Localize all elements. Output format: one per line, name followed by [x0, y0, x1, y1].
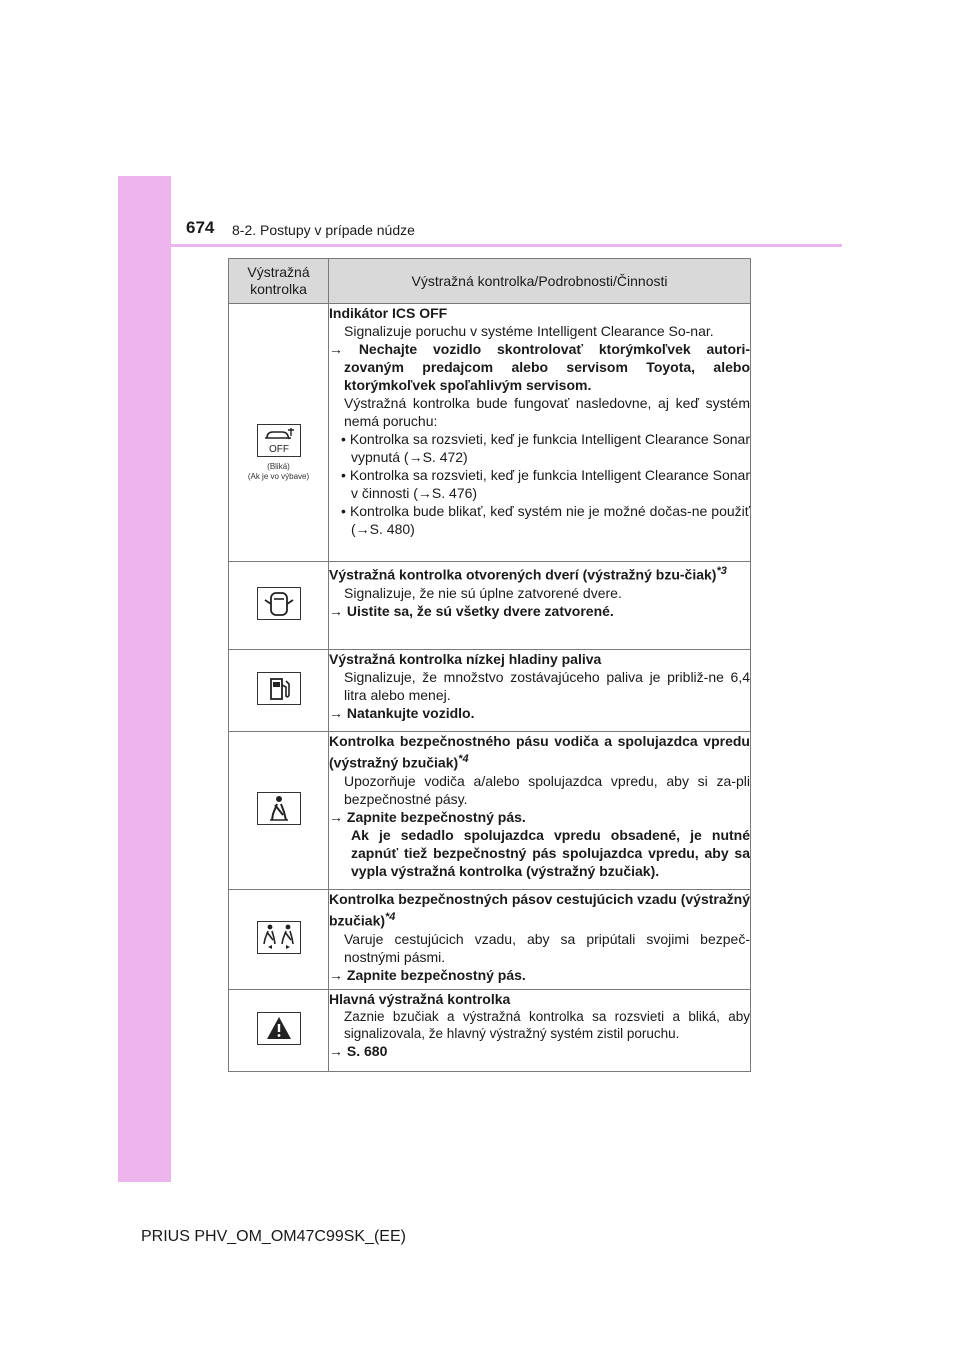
table-row	[229, 990, 751, 1072]
document-id: PRIUS PHV_OM_OM47C99SK_(EE)	[141, 1228, 406, 1245]
row-title: Kontrolka bezpečnostného pásu vodiča a spolujazdca vpredu (výstražný bzučiak)$^{*4}$	[329, 733, 750, 771]
icon-cell	[229, 732, 329, 890]
icon-cell	[229, 304, 329, 562]
details-cell	[329, 732, 751, 890]
fuel-pump-icon	[257, 672, 301, 705]
rear-seatbelt-icon	[257, 921, 301, 954]
list-item: • Kontrolka sa rozsvieti, keď je funkcia Intelligent Clearance Sonar v činnosti (→S. 476)	[341, 467, 750, 501]
arrow-icon: →	[329, 341, 343, 357]
table-row	[229, 562, 751, 650]
header-rule	[171, 244, 842, 247]
table-row	[229, 890, 751, 990]
section-title: 8-2. Postupy v prípade núdze	[232, 222, 415, 238]
row-title: Výstražná kontrolka otvorených dverí (výstražný bzu-čiak)$^{*3}$	[329, 565, 727, 583]
column-header-light: Výstražná kontrolka	[229, 259, 329, 304]
master-warning-icon	[257, 1012, 301, 1045]
row-title: Indikátor ICS OFF	[329, 305, 448, 321]
icon-caption: (Ak je vo výbave)	[247, 471, 310, 481]
row-note: Výstražná kontrolka bude fungovať nasledovne, aj keď systém nemá poruchu:	[344, 395, 750, 429]
row-title: Kontrolka bezpečnostných pásov cestujúcich vzadu (výstražný bzučiak)$^{*4}$	[329, 891, 750, 929]
table-row	[229, 304, 751, 562]
row-action: → Natankujte vozidlo.	[329, 705, 475, 721]
row-description: Zaznie bzučiak a výstražná kontrolka sa rozsvieti a bliká, aby signalizovala, že hlavný výstražný systém zistil poruchu.	[344, 1009, 750, 1041]
list-item: • Kontrolka sa rozsvieti, keď je funkcia Intelligent Clearance Sonar vypnutá (→S. 472)	[341, 431, 750, 465]
list-item: • Kontrolka bude blikať, keď systém nie je možné dočas-ne použiť (→S. 480)	[341, 503, 751, 537]
row-description: Varuje cestujúcich vzadu, aby sa pripútali svojimi bezpeč-nostnými pásmi.	[344, 930, 750, 965]
row-action: → Uistite sa, že sú všetky dvere zatvorené.	[329, 602, 614, 619]
icon-cell	[229, 890, 329, 990]
row-title: Hlavná výstražná kontrolka	[329, 991, 511, 1007]
icon-caption: (Bliká)	[267, 461, 290, 471]
details-cell	[329, 562, 751, 650]
chapter-side-tab	[118, 176, 171, 1182]
page-number: 674	[186, 218, 215, 237]
table-header-row	[229, 259, 751, 304]
svg-text:OFF: OFF	[268, 443, 289, 455]
row-action: → Nechajte vozidlo skontrolovať ktorýmkoľvek autori-zovaným predajcom alebo servisom Toyota, alebo ktorýmkoľvek spoľahlivým servisom.	[329, 341, 750, 393]
row-description: Signalizuje, že množstvo zostávajúceho paliva je približ-ne 6,4 litra alebo menej.	[344, 669, 750, 703]
arrow-icon: →	[329, 1043, 343, 1059]
arrow-icon: →	[329, 808, 343, 825]
icon-cell	[229, 650, 329, 732]
open-door-icon	[257, 587, 301, 620]
icon-cell	[229, 562, 329, 650]
icon-cell	[229, 990, 329, 1072]
warning-light-table	[228, 258, 751, 1072]
column-header-details: Výstražná kontrolka/Podrobnosti/Činnosti	[329, 259, 751, 304]
row-description: Signalizuje, že nie sú úplne zatvorené dvere.	[344, 584, 622, 601]
row-action: → Zapnite bezpečnostný pás.	[329, 966, 526, 983]
row-description: Signalizuje poruchu v systéme Intelligent Clearance So-nar.	[344, 323, 714, 339]
details-cell	[329, 990, 751, 1072]
table-row	[229, 650, 751, 732]
row-description: Upozorňuje vodiča a/alebo spolujazdca vpredu, aby si za-pli bezpečnostné pásy.	[344, 772, 750, 807]
details-cell	[329, 890, 751, 990]
row-action: → S. 680	[329, 1043, 388, 1059]
row-action: → Zapnite bezpečnostný pás.	[329, 808, 526, 825]
row-subnote: Ak je sedadlo spolujazdca vpredu obsadené, je nutné zapnúť tiež bezpečnostný pás spolujazdca vpredu, aby sa vypla výstražná kontrolka (výstražný bzučiak).	[351, 826, 750, 879]
details-cell	[329, 304, 751, 562]
arrow-icon: →	[329, 602, 343, 619]
arrow-icon: →	[329, 966, 343, 983]
row-title: Výstražná kontrolka nízkej hladiny paliva	[329, 651, 602, 667]
ics-off-icon	[257, 424, 301, 457]
seatbelt-icon	[257, 792, 301, 825]
arrow-icon: →	[329, 705, 343, 721]
table-row	[229, 732, 751, 890]
details-cell	[329, 650, 751, 732]
